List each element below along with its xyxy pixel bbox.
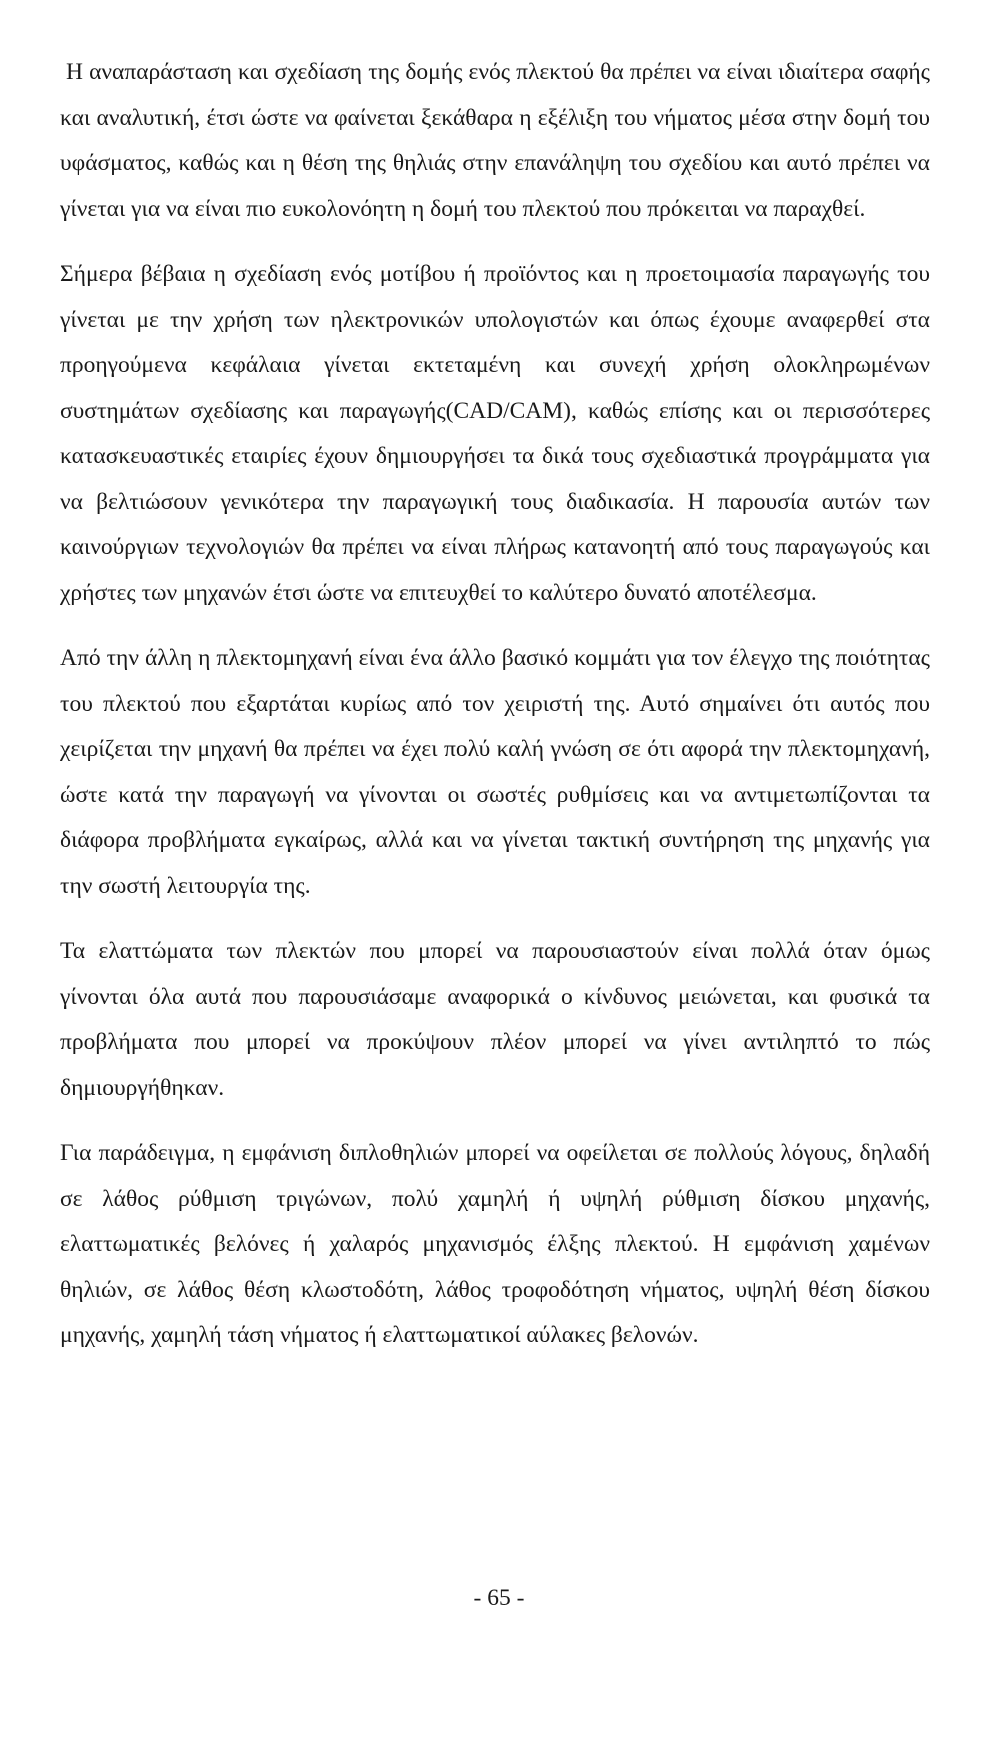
paragraph-1: Η αναπαράσταση και σχεδίαση της δομής ενός πλεκτού θα πρέπει να είναι ιδιαίτερα σαφής και αναλυτική, έτσι ώστε να φαίνεται ξεκάθαρα η εξέλιξη του νήματος μέσα στην δομή του υφάσματος, καθώς και η θέση της θηλιάς στην επανάληψη του σχεδίου και αυτό πρέπει να γίνεται για να είναι πιο ευκολονόητη η δομή του πλεκτού που πρόκειται να παραχθεί. (60, 59, 930, 222)
paragraph-2: Σήμερα βέβαια η σχεδίαση ενός μοτίβου ή προϊόντος και η προετοιμασία παραγωγής του γίνεται με την χρήση των ηλεκτρονικών υπολογιστών και όπως έχουμε αναφερθεί στα προηγούμενα κεφάλαια γίνεται εκτεταμένη και συνεχή χρήση ολοκληρωμένων συστημάτων σχεδίασης και παραγωγής(CAD/CAM), καθώς επίσης και οι περισσότερες κατασκευαστικές εταιρίες έχουν δημιουργήσει τα δικά τους σχεδιαστικά προγράμματα για να βελτιώσουν γενικότερα την παραγωγική τους διαδικασία. Η παρουσία αυτών των καινούργιων τεχνολογιών θα πρέπει να είναι πλήρως κατανοητή από τους παραγωγούς και χρήστες των μηχανών έτσι ώστε να επιτευχθεί το καλύτερο δυνατό αποτέλεσμα. (60, 261, 930, 606)
page-number: - 65 - (473, 1585, 525, 1611)
paragraph-3: Από την άλλη η πλεκτομηχανή είναι ένα άλλο βασικό κομμάτι για τον έλεγχο της ποιότητας του πλεκτού που εξαρτάται κυρίως από τον χειριστή της. Αυτό σημαίνει ότι αυτός που χειρίζεται την μηχανή θα πρέπει να έχει πολύ καλή γνώση σε ότι αφορά την πλεκτομηχανή, ώστε κατά την παραγωγή να γίνονται οι σωστές ρυθμίσεις και να αντιμετωπίζονται τα διάφορα προβλήματα εγκαίρως, αλλά και να γίνεται τακτική συντήρηση της μηχανής για την σωστή λειτουργία της. (60, 645, 930, 899)
paragraph-5: Για παράδειγμα, η εμφάνιση διπλοθηλιών μπορεί να οφείλεται σε πολλούς λόγους, δηλαδή σε λάθος ρύθμιση τριγώνων, πολύ χαμηλή ή υψηλή ρύθμιση δίσκου μηχανής, ελαττωματικές βελόνες ή χαλαρός μηχανισμός έλξης πλεκτού. Η εμφάνιση χαμένων θηλιών, σε λάθος θέση κλωστοδότη, λάθος τροφοδότηση νήματος, υψηλή θέση δίσκου μηχανής, χαμηλή τάση νήματος ή ελαττωματικοί αύλακες βελονών. (60, 1140, 930, 1348)
paragraph-4: Τα ελαττώματα των πλεκτών που μπορεί να παρουσιαστούν είναι πολλά όταν όμως γίνονται όλα αυτά που παρουσιάσαμε αναφορικά ο κίνδυνος μειώνεται, και φυσικά τα προβλήματα που μπορεί να προκύψουν πλέον μπορεί να γίνει αντιληπτό το πώς δημιουργήθηκαν. (60, 938, 930, 1101)
document-body (60, 50, 930, 1379)
